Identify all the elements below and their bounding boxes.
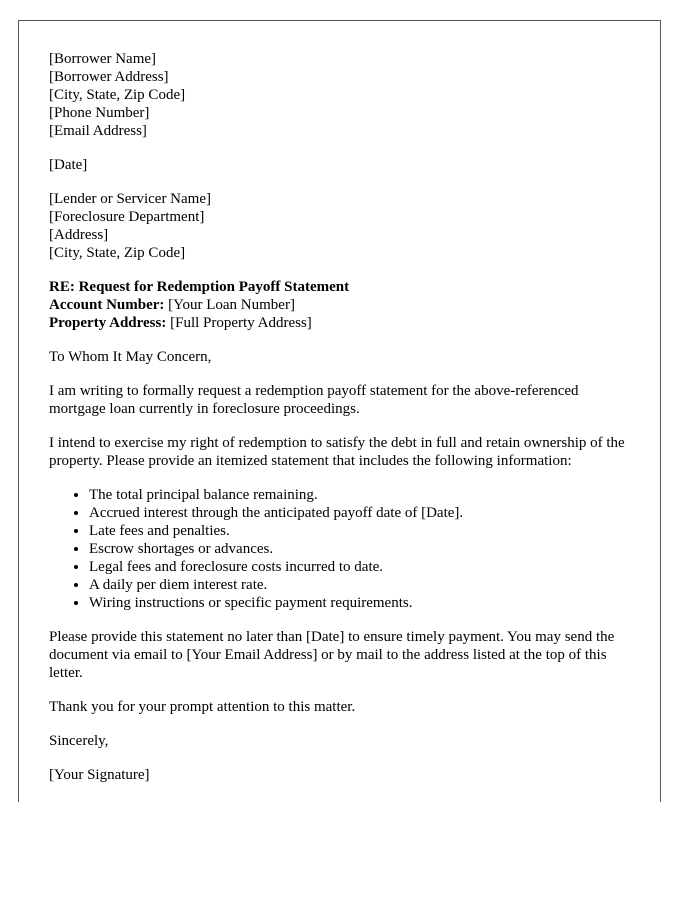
subject-line: RE: Request for Redemption Payoff Statement — [49, 279, 350, 295]
reference-block — [49, 278, 630, 332]
list-item: • A daily per diem interest rate. — [89, 576, 630, 594]
paragraph-intent: I intend to exercise my right of redemption to satisfy the debt in full and retain ownership of the property. Please provide an itemized statement that includes the following information: — [49, 435, 625, 469]
signature: [Your Signature] — [49, 767, 150, 783]
recipient-city-state-zip: [City, State, Zip Code] — [49, 245, 186, 261]
property-address-value: [Full Property Address] — [166, 315, 312, 331]
sender-city-state-zip: [City, State, Zip Code] — [49, 87, 186, 103]
letter-date: [Date] — [49, 157, 88, 173]
sender-phone: [Phone Number] — [49, 105, 150, 121]
list-item: • Escrow shortages or advances. — [89, 540, 630, 558]
paragraph-deadline: Please provide this statement no later than [Date] to ensure timely payment. You may send the document via email to [Your Email Address] or by mail to the address listed at the top of this letter. — [49, 629, 615, 681]
recipient-department: [Foreclosure Department] — [49, 209, 205, 225]
account-number-value: [Your Loan Number] — [164, 297, 295, 313]
recipient-block — [49, 190, 630, 262]
date-block — [49, 156, 630, 174]
property-address-line — [49, 314, 630, 332]
list-item: • Legal fees and foreclosure costs incurred to date. — [89, 558, 630, 576]
list-item: • Accrued interest through the anticipated payoff date of [Date]. — [89, 504, 630, 522]
paragraph-thanks: Thank you for your prompt attention to this matter. — [49, 699, 356, 715]
recipient-name: [Lender or Servicer Name] — [49, 191, 211, 207]
sender-block — [49, 50, 630, 140]
sender-email: [Email Address] — [49, 123, 147, 139]
recipient-address: [Address] — [49, 227, 109, 243]
property-address-label: Property Address: — [49, 315, 167, 331]
itemized-list — [49, 486, 630, 612]
closing: Sincerely, — [49, 733, 109, 749]
sender-address: [Borrower Address] — [49, 69, 169, 85]
list-item: • The total principal balance remaining. — [89, 486, 630, 504]
salutation: To Whom It May Concern, — [49, 349, 212, 365]
account-number-line — [49, 296, 630, 314]
account-number-label: Account Number: — [49, 297, 165, 313]
list-item: • Late fees and penalties. — [89, 522, 630, 540]
paragraph-request: I am writing to formally request a redemption payoff statement for the above-referenced mortgage loan currently in foreclosure proceedings. — [49, 383, 579, 417]
sender-name: [Borrower Name] — [49, 51, 157, 67]
list-item: • Wiring instructions or specific payment requirements. — [89, 594, 630, 612]
letter-page — [18, 20, 661, 802]
